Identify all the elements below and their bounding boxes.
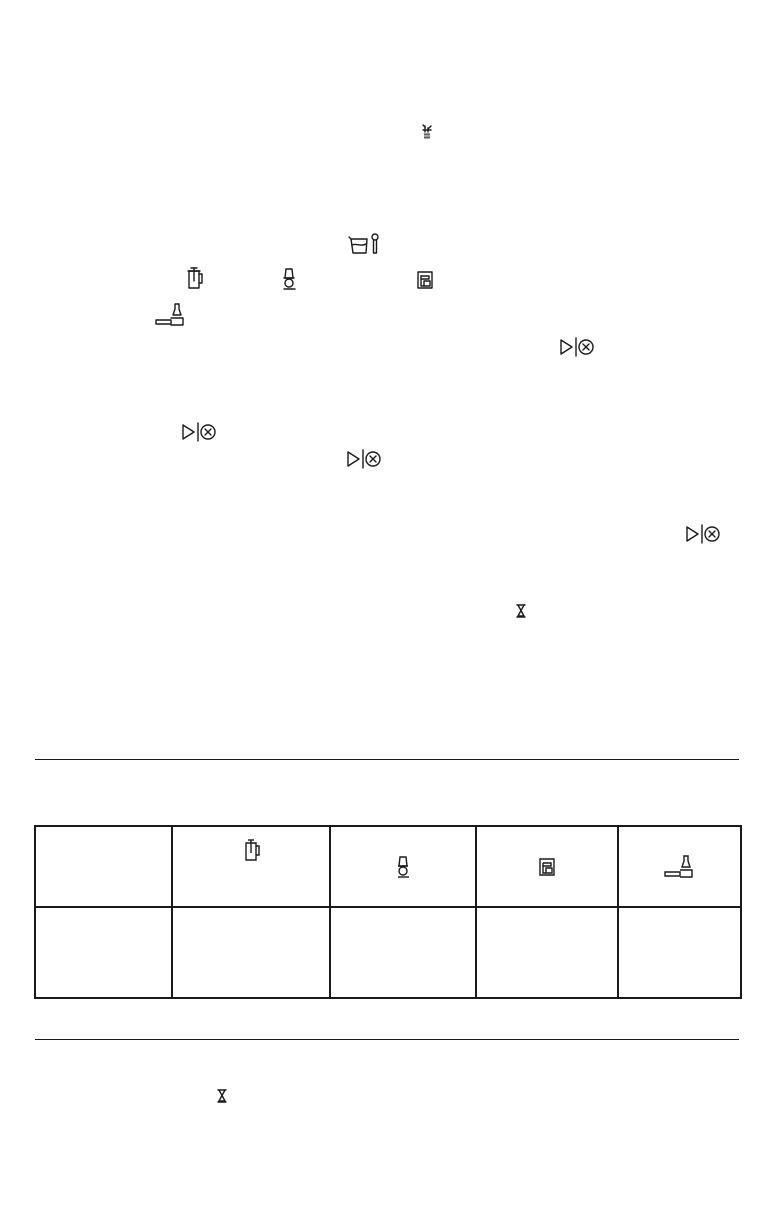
steam-wand-icon bbox=[421, 124, 433, 140]
table-header-cell bbox=[330, 826, 476, 907]
brew-method-table bbox=[34, 825, 742, 999]
table-header-cell bbox=[172, 826, 330, 907]
start-cancel-icon bbox=[559, 337, 595, 357]
table-cell bbox=[476, 907, 618, 998]
moka-pot-icon bbox=[396, 855, 411, 879]
drip-brewer-icon bbox=[417, 271, 434, 289]
table-cell bbox=[618, 907, 741, 998]
section-divider bbox=[35, 1039, 739, 1040]
table-header-cell bbox=[618, 826, 741, 907]
hourglass-icon bbox=[516, 604, 526, 618]
espresso-portafilter-icon bbox=[663, 855, 696, 879]
start-cancel-icon bbox=[685, 524, 721, 544]
milk-pitcher-thermometer-icon bbox=[349, 233, 380, 255]
drip-brewer-icon bbox=[539, 858, 556, 876]
section-divider bbox=[35, 759, 739, 760]
table-cell bbox=[172, 907, 330, 998]
hourglass-icon bbox=[217, 1089, 227, 1103]
table-header-row bbox=[35, 826, 741, 907]
table-cell bbox=[330, 907, 476, 998]
french-press-icon bbox=[243, 839, 260, 861]
start-cancel-icon bbox=[346, 449, 382, 469]
table-header-cell bbox=[476, 826, 618, 907]
french-press-icon bbox=[186, 267, 203, 289]
table-header-cell bbox=[35, 826, 172, 907]
moka-pot-icon bbox=[282, 267, 297, 291]
start-cancel-icon bbox=[181, 422, 217, 442]
table-row bbox=[35, 907, 741, 998]
espresso-portafilter-icon bbox=[154, 303, 187, 327]
table-cell bbox=[35, 907, 172, 998]
